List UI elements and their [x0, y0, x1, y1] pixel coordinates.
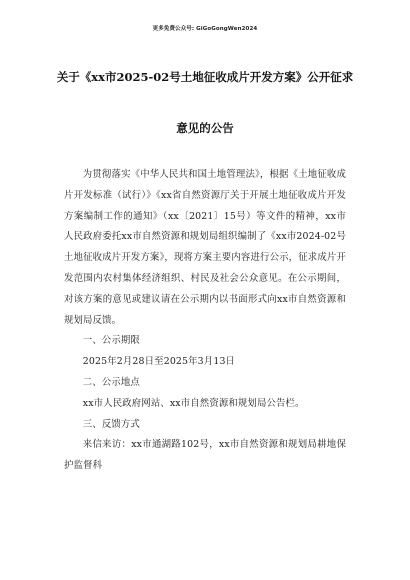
section-1-content: 2025年2月28日至2025年3月13日 — [82, 356, 236, 368]
section-2-content: xx市人民政府网站、xx市自然资源和规划局公告栏。 — [82, 397, 305, 409]
section-3-heading: 三、反馈方式 — [82, 418, 140, 430]
section-2-heading: 二、公示地点 — [82, 376, 140, 388]
document-body — [64, 165, 346, 477]
section-3-content: 来信来访：xx市通湖路102号，xx市自然资源和规划局耕地保护监督科 — [64, 439, 346, 472]
intro-paragraph: 为贯彻落实《中华人民共和国土地管理法》，根据《土地征收成片开发标准（试行）》《xx省自然资源厅关于开展土地征收成片开发方案编制工作的通知》（xx〔2021〕15号）等文件的精神，xx市人民政府委托xx市自然资源和规划局组织编制了《xx市2024-02号土地征收成片开发方案》，现将方案主要内容进行公示，征求成片开发范围内农村集体经济组织、村民及社会公众意见。在公示期间，对该方案的意见或建议请在公示期内以书面形式向xx市自然资源和规划局反馈。 — [64, 169, 346, 326]
document-title-line-2: 意见的公告 — [176, 121, 234, 135]
section-1-heading: 一、公示期限 — [82, 335, 140, 347]
document-title-line-1: 关于《xx市2025-02号土地征收成片开发方案》公开征求 — [56, 70, 354, 84]
header-note: 更多免费公众号: GiGoGongWen2024 — [152, 26, 258, 32]
